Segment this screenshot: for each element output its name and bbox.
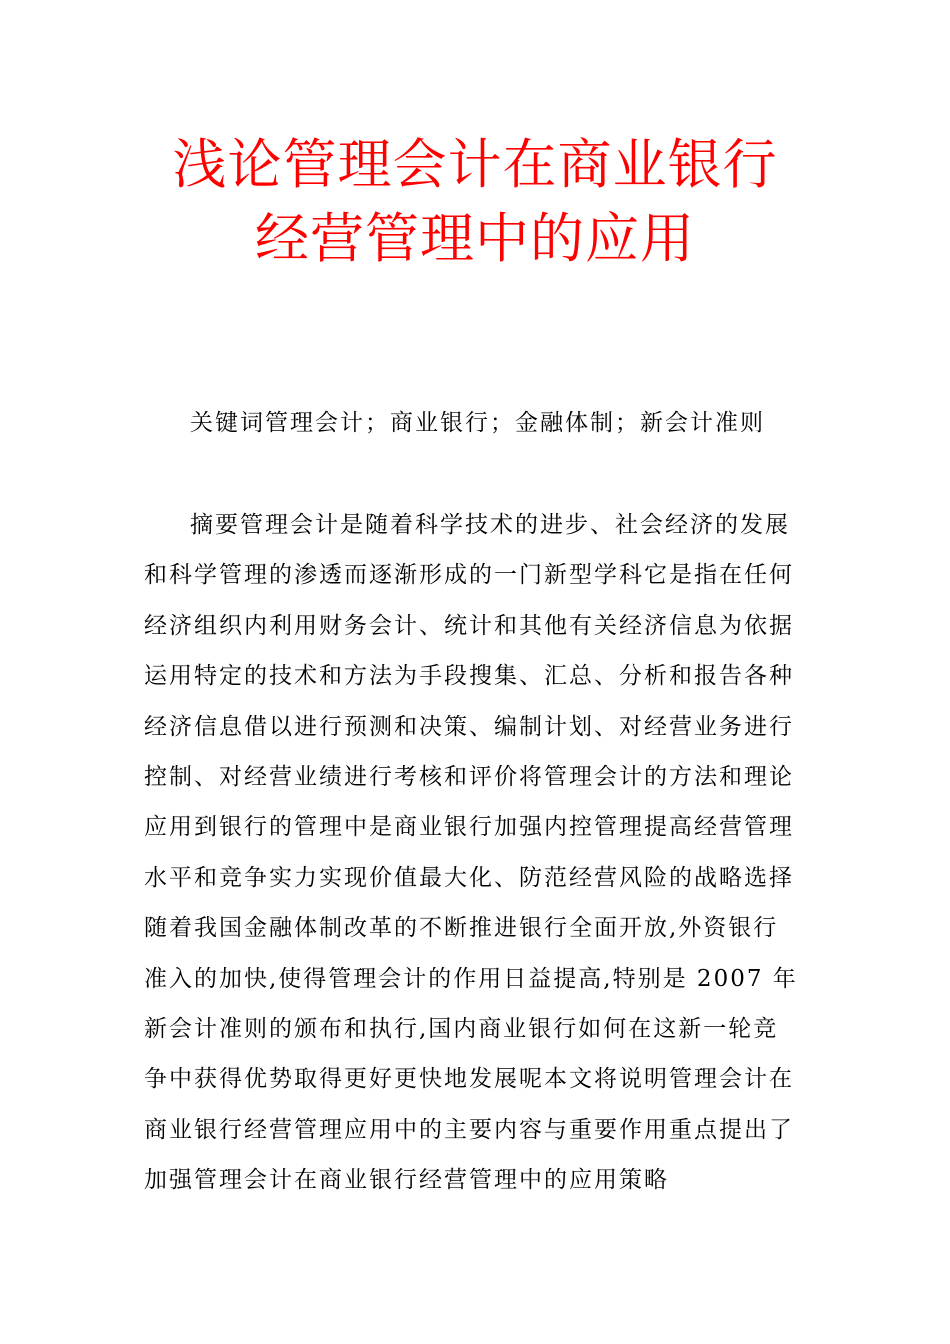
abstract-line: 新会计准则的颁布和执行,国内商业银行如何在这新一轮竞 — [144, 1015, 779, 1042]
abstract-line: 控制、对经营业绩进行考核和评价将管理会计的方法和理论 — [144, 763, 794, 790]
abstract-paragraph — [144, 504, 812, 1209]
abstract-line: 商业银行经营管理应用中的主要内容与重要作用重点提出了 — [144, 1116, 794, 1143]
abstract-line: 经济信息借以进行预测和决策、编制计划、对经营业务进行 — [144, 713, 794, 740]
document-title — [0, 128, 950, 276]
title-line-1: 浅论管理会计在商业银行 — [172, 133, 778, 196]
abstract-line: 争中获得优势取得更好更快地发展呢本文将说明管理会计在 — [144, 1066, 794, 1093]
abstract-line: 摘要管理会计是随着科学技术的进步、社会经济的发展 — [190, 512, 790, 538]
abstract-line: 随着我国金融体制改革的不断推进银行全面开放,外资银行 — [144, 915, 779, 942]
abstract-line: 和科学管理的渗透而逐渐形成的一门新型学科它是指在任何 — [144, 562, 794, 589]
keywords-line: 关键词管理会计；商业银行；金融体制；新会计准则 — [190, 410, 765, 436]
abstract-line: 应用到银行的管理中是商业银行加强内控管理提高经营管理 — [144, 814, 794, 841]
abstract-line: 运用特定的技术和方法为手段搜集、汇总、分析和报告各种 — [144, 663, 794, 690]
title-line-2: 经营管理中的应用 — [255, 207, 695, 270]
abstract-line: 经济组织内利用财务会计、统计和其他有关经济信息为依据 — [144, 612, 794, 639]
abstract-line: 准入的加快,使得管理会计的作用日益提高,特别是 2007 年 — [144, 965, 798, 992]
abstract-line: 水平和竞争实力实现价值最大化、防范经营风险的战略选择 — [144, 864, 794, 891]
abstract-line: 加强管理会计在商业银行经营管理中的应用策略 — [144, 1167, 669, 1194]
